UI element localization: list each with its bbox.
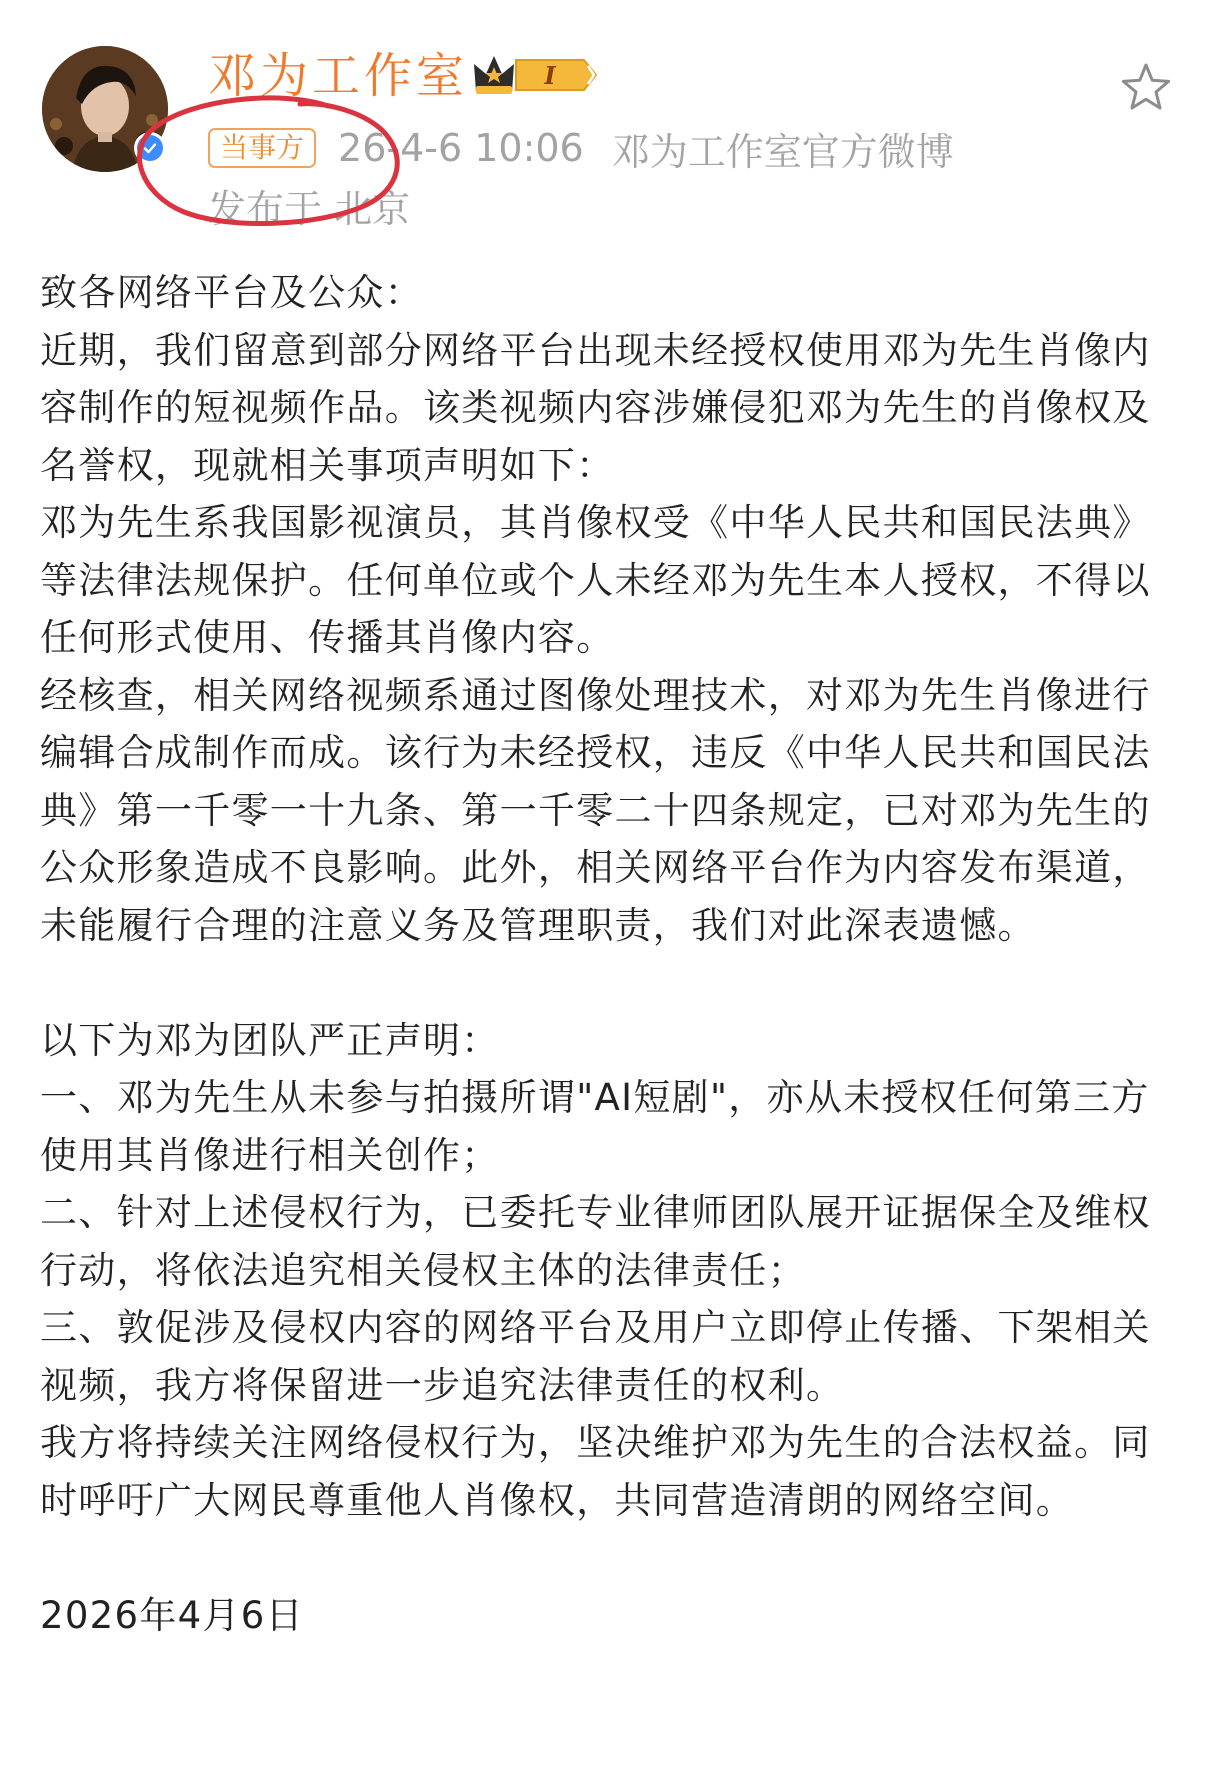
post-location: 发布于 北京 [208,187,411,231]
statement-heading: 以下为邓为团队严正声明： [40,1018,500,1062]
author-name[interactable]: 邓为工作室 [208,48,469,104]
post-closing: 我方将持续关注网络侵权行为，坚决维护邓为先生的合法权益。同时呼吁广大网民尊重他人肖像权，共同营造清朗的网络空间。 [40,1421,1151,1522]
post-paragraph: 近期，我们留意到部分网络平台出现未经授权使用邓为先生肖像内容制作的短视频作品。该类视频内容涉嫌侵犯邓为先生的肖像权及名誉权，现就相关事项声明如下： [40,328,1151,487]
level-badge: I [544,61,556,90]
statement-item: 一、邓为先生从未参与拍摄所谓"AI短剧"，亦从未授权任何第三方使用其肖像进行相关创作； [40,1076,1150,1177]
post-paragraph: 邓为先生系我国影视演员，其肖像权受《中华人民共和国民法典》等法律法规保护。任何单位或个人未经邓为先生本人授权，不得以任何形式使用、传播其肖像内容。 [40,501,1151,659]
post-meta [208,122,982,174]
blank-line [40,954,1180,1012]
blank-line [40,1529,1180,1587]
verified-icon [134,132,166,164]
post-paragraph: 经核查，相关网络视频系通过图像处理技术，对邓为先生肖像进行编辑合成制作而成。该行为未经授权，违反《中华人民共和国民法典》第一千零一十九条、第一千零二十四条规定，已对邓为先生的公众形象造成不良影响。此外，相关网络平台作为内容发布渠道，未能履行合理的注意义务及管理职责，我们对此深表遗憾。 [40,673,1151,947]
post-source[interactable]: 邓为工作室官方微博 [611,129,954,174]
statement-item: 三、敦促涉及侵权内容的网络平台及用户立即停止传播、下架相关视频，我方将保留进一步追究法律责任的权利。 [40,1306,1151,1407]
star-icon[interactable] [1118,60,1174,116]
post-timestamp: 26-4-6 10:06 [338,126,584,170]
statement-item: 二、针对上述侵权行为，已委托专业律师团队展开证据保全及维权行动，将依法追究相关侵权主体的法律责任； [40,1191,1151,1292]
post-content [40,264,1180,1644]
party-tag: 当事方 [208,128,316,168]
crown-icon[interactable] [472,52,600,98]
post-date: 2026年4月6日 [40,1593,304,1637]
post-greeting: 致各网络平台及公众： [40,271,423,314]
